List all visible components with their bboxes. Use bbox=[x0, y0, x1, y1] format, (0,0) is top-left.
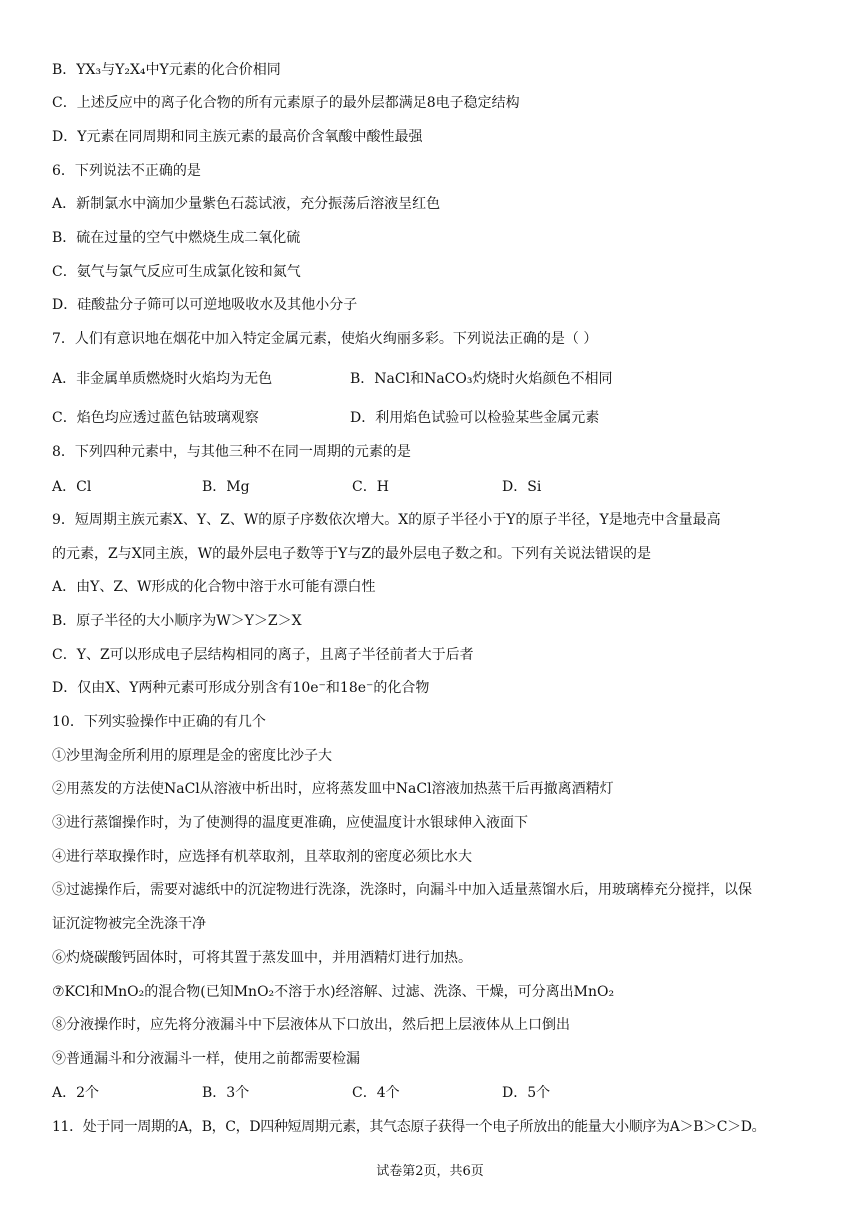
q9-option-a: A．由Y、Z、W形成的化合物中溶于水可能有漂白性 bbox=[52, 579, 376, 595]
q10-option-a: A．2个 bbox=[52, 1085, 100, 1101]
q9-stem-line1: 9．短周期主族元素X、Y、Z、W的原子序数依次增大。X的原子半径小于Y的原子半径，Y是地壳中含量最高 bbox=[52, 512, 721, 528]
q10-item-4: ④进行萃取操作时，应选择有机萃取剂，且萃取剂的密度必须比水大 bbox=[52, 849, 472, 865]
q6-option-a: A．新制氯水中滴加少量紫色石蕊试液，充分振荡后溶液呈红色 bbox=[52, 196, 441, 212]
q7-option-c: C．焰色均应透过蓝色钴玻璃观察 bbox=[52, 410, 259, 426]
q8-option-c: C．H bbox=[352, 479, 389, 495]
q7-options-row2 bbox=[52, 408, 812, 428]
q10-stem: 10．下列实验操作中正确的有几个 bbox=[52, 714, 266, 730]
q10-options bbox=[52, 1083, 812, 1103]
q8-option-b: B．Mg bbox=[202, 479, 250, 495]
q10-item-1: ①沙里淘金所利用的原理是金的密度比沙子大 bbox=[52, 748, 332, 764]
q10-option-d: D．5个 bbox=[502, 1085, 551, 1101]
q5-option-c: C．上述反应中的离子化合物的所有元素原子的最外层都满足8电子稳定结构 bbox=[52, 95, 520, 111]
q10-item-5-line2: 证沉淀物被完全洗涤干净 bbox=[52, 916, 206, 932]
q7-option-a: A．非金属单质燃烧时火焰均为无色 bbox=[52, 371, 273, 387]
q10-item-2: ②用蒸发的方法使NaCl从溶液中析出时，应将蒸发皿中NaCl溶液加热蒸干后再撤离酒精灯 bbox=[52, 781, 614, 797]
q9-option-c: C．Y、Z可以形成电子层结构相同的离子，且离子半径前者大于后者 bbox=[52, 647, 474, 663]
q9-option-d: D．仅由X、Y两种元素可形成分别含有10e⁻和18e⁻的化合物 bbox=[52, 680, 430, 696]
q10-item-9: ⑨普通漏斗和分液漏斗一样，使用之前都需要检漏 bbox=[52, 1051, 360, 1067]
q7-option-b: B．NaCl和NaCO₃灼烧时火焰颜色不相同 bbox=[350, 371, 613, 387]
q8-option-a: A．Cl bbox=[52, 479, 92, 495]
q10-item-7: ⑦KCl和MnO₂的混合物(已知MnO₂不溶于水)经溶解、过滤、洗涤、干燥，可分离出MnO₂ bbox=[52, 984, 615, 1000]
q5-option-b: B．YX₃与Y₂X₄中Y元素的化合价相同 bbox=[52, 62, 281, 78]
q10-item-3: ③进行蒸馏操作时，为了使测得的温度更准确，应使温度计水银球伸入液面下 bbox=[52, 815, 528, 831]
q6-option-c: C．氨气与氯气反应可生成氯化铵和氮气 bbox=[52, 264, 301, 280]
q6-stem: 6．下列说法不正确的是 bbox=[52, 163, 201, 179]
q10-item-8: ⑧分液操作时，应先将分液漏斗中下层液体从下口放出，然后把上层液体从上口倒出 bbox=[52, 1017, 570, 1033]
q11-stem: 11．处于同一周期的A，B，C，D四种短周期元素，其气态原子获得一个电子所放出的能量大小顺序为A＞B＞C＞D。 bbox=[52, 1119, 766, 1135]
q5-option-d: D．Y元素在同周期和同主族元素的最高价含氧酸中酸性最强 bbox=[52, 129, 423, 145]
q7-stem: 7．人们有意识地在烟花中加入特定金属元素，使焰火绚丽多彩。下列说法正确的是（ ） bbox=[52, 331, 598, 347]
q10-option-c: C．4个 bbox=[352, 1085, 400, 1101]
q8-options bbox=[52, 477, 812, 497]
q7-option-d: D．利用焰色试验可以检验某些金属元素 bbox=[350, 410, 600, 426]
q9-option-b: B．原子半径的大小顺序为W＞Y＞Z＞X bbox=[52, 613, 302, 629]
q8-stem: 8．下列四种元素中，与其他三种不在同一周期的元素的是 bbox=[52, 444, 411, 460]
q7-options-row1 bbox=[52, 369, 812, 389]
q6-option-d: D．硅酸盐分子筛可以可逆地吸收水及其他小分子 bbox=[52, 297, 358, 313]
q6-option-b: B．硫在过量的空气中燃烧生成二氧化硫 bbox=[52, 230, 301, 246]
q10-item-6: ⑥灼烧碳酸钙固体时，可将其置于蒸发皿中，并用酒精灯进行加热。 bbox=[52, 950, 472, 966]
q8-option-d: D．Si bbox=[502, 479, 542, 495]
q9-stem-line2: 的元素，Z与X同主族，W的最外层电子数等于Y与Z的最外层电子数之和。下列有关说法错误的是 bbox=[52, 546, 652, 562]
page-footer: 试卷第2页，共6页 bbox=[376, 1164, 484, 1179]
q10-item-5-line1: ⑤过滤操作后，需要对滤纸中的沉淀物进行洗涤，洗涤时，向漏斗中加入适量蒸馏水后，用玻璃棒充分搅拌，以保 bbox=[52, 882, 752, 898]
q10-option-b: B．3个 bbox=[202, 1085, 250, 1101]
